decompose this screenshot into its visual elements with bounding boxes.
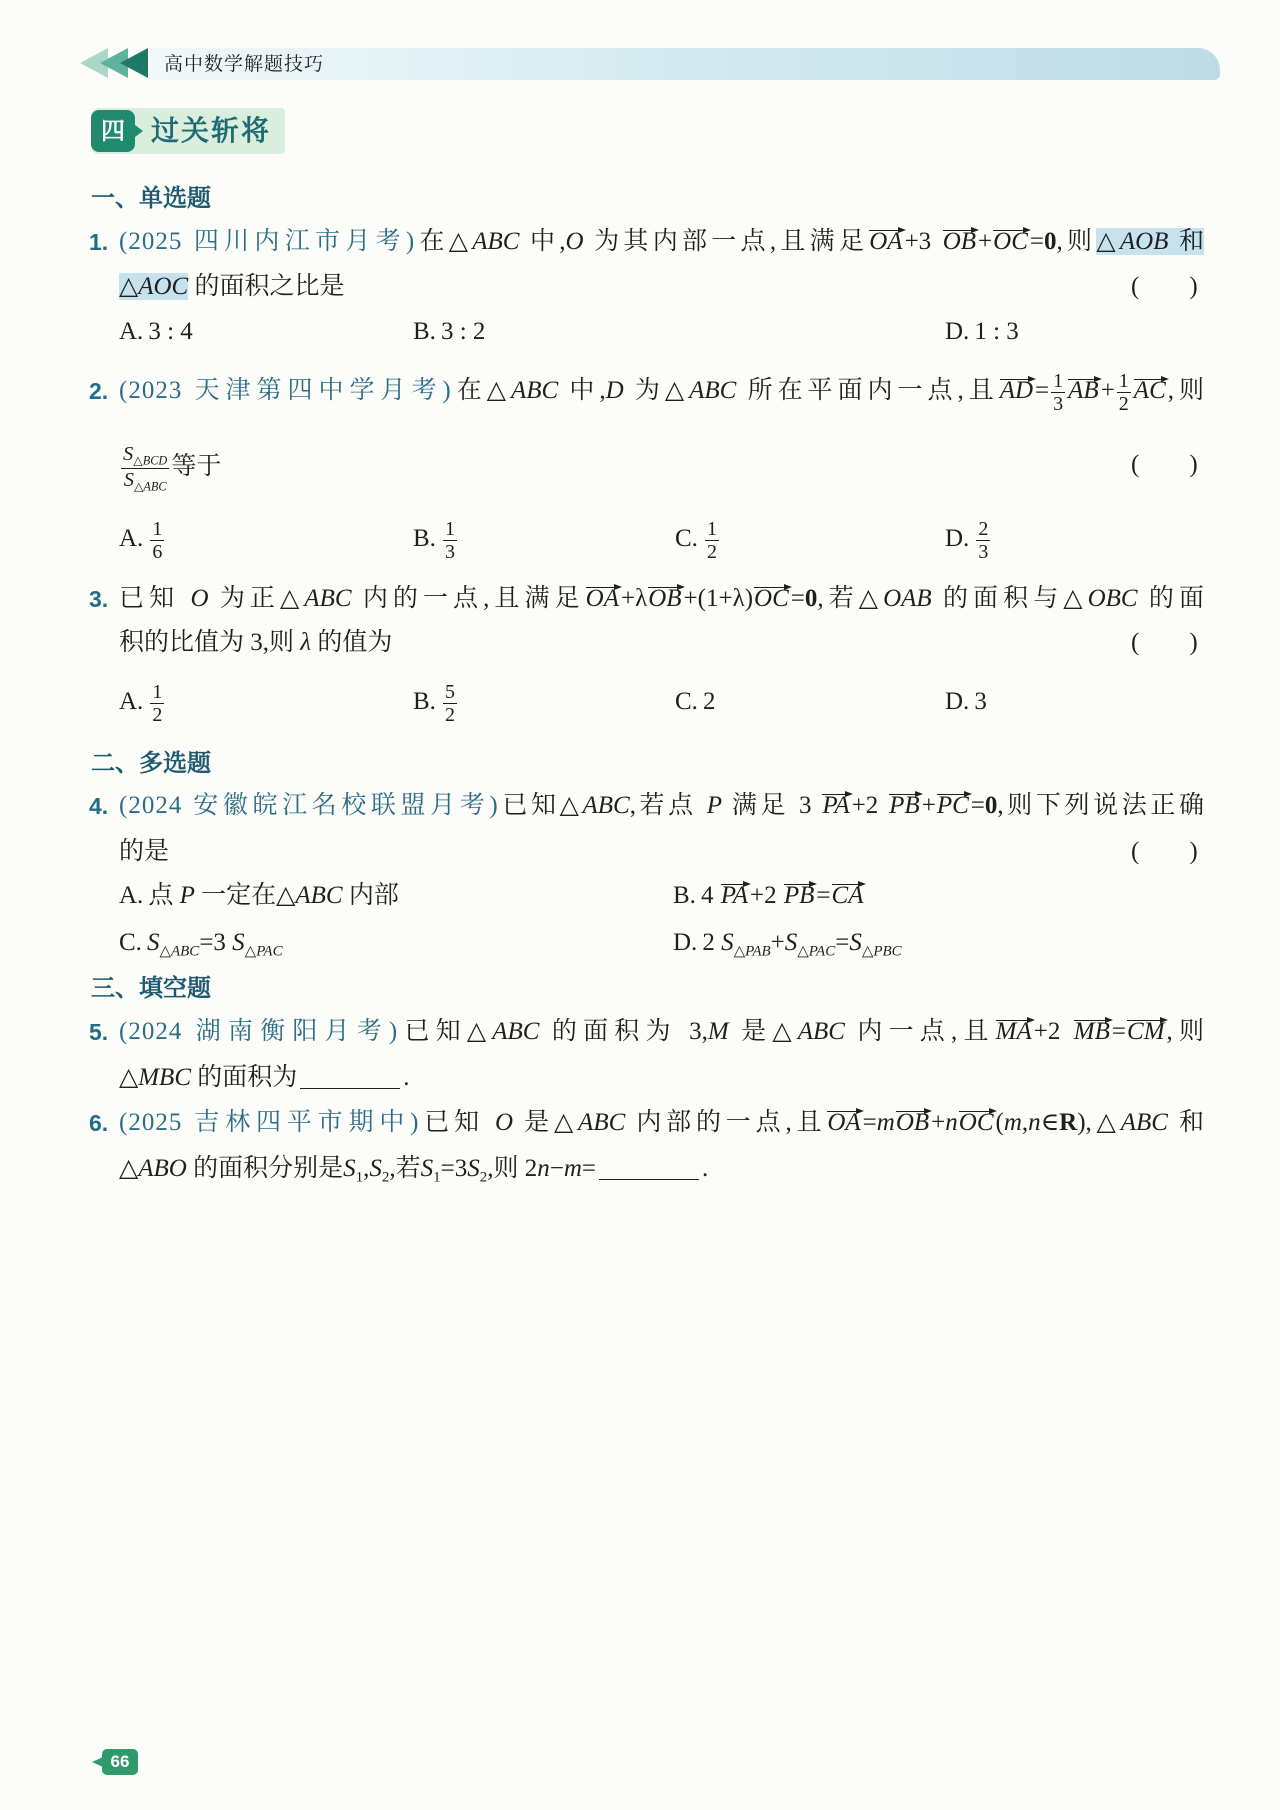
book-title: 高中数学解题技巧 [164, 53, 325, 75]
text-run: △ [119, 1064, 139, 1091]
fraction-denominator: 2 [1118, 392, 1129, 415]
fraction-numerator: 1 [706, 517, 717, 540]
fraction-numerator [121, 443, 169, 469]
area-symbol [467, 1155, 488, 1186]
fraction [150, 518, 164, 563]
fraction [150, 681, 164, 726]
text-run: △ [119, 1155, 139, 1182]
math-variable: P [179, 882, 195, 909]
text-run: 是△ [513, 1109, 579, 1136]
vector: PA [720, 882, 749, 909]
area-symbol [420, 1155, 441, 1186]
option-d [673, 921, 902, 965]
question-5-line-2 [119, 1056, 410, 1100]
text-run: +2 [851, 792, 889, 819]
fraction-numerator: 1 [1053, 369, 1064, 392]
option-c [675, 680, 715, 724]
fraction [443, 518, 457, 563]
vector: OC [754, 585, 789, 612]
text-run: 为正△ [208, 585, 305, 612]
vector: PB [889, 792, 920, 819]
text-run: 等于 [171, 453, 222, 481]
group-heading-single-choice: 一、单选题 [91, 184, 211, 212]
math-variable: O [565, 228, 584, 255]
text-run: 的值为 [311, 629, 393, 656]
fraction-denominator: 6 [152, 540, 163, 563]
text-run: 已知△ [398, 1018, 493, 1045]
text-run: ,若点 [629, 792, 707, 819]
math-variable: ABC [689, 377, 737, 404]
text-run: + [921, 792, 936, 819]
text-run: =3 [440, 1155, 468, 1182]
page-number: 66 [102, 1749, 138, 1775]
vector: PB [783, 882, 815, 909]
symbol-base: S [123, 443, 134, 465]
math-variable: MBC [138, 1064, 192, 1091]
math-variable: m [1003, 1109, 1022, 1136]
math-variable: O [190, 585, 209, 612]
text-run: ,则 2 [487, 1155, 538, 1182]
vector: MA [995, 1018, 1032, 1045]
math-variable: ABC [582, 792, 630, 819]
option-label: B. [413, 525, 436, 552]
text-run: 和 [1167, 1109, 1204, 1136]
symbol-subscript: △ABC [133, 479, 167, 494]
question-4-line-2 [119, 830, 169, 874]
header-chevrons-icon [80, 46, 152, 80]
math-variable: ABC [510, 377, 559, 404]
fraction-denominator: 2 [444, 703, 455, 726]
text-run: 3 : 4 [148, 318, 193, 345]
question-source: (2023 天津第四中学月考) [119, 377, 452, 404]
vector: AC [1133, 377, 1166, 404]
group-heading-multiple-choice: 二、多选题 [91, 749, 211, 777]
answer-blank [599, 1178, 699, 1180]
text-run: =3 [199, 929, 233, 956]
vector: CA [831, 882, 864, 909]
bold-symbol: 0 [1043, 228, 1057, 255]
fraction-numerator: 1 [444, 517, 455, 540]
vector: AB [1068, 377, 1099, 404]
option-label: B. [413, 318, 436, 345]
math-variable: O [495, 1109, 514, 1136]
text-run: 内部 [342, 882, 399, 909]
text-run: 为△ [623, 377, 690, 404]
area-symbol [146, 929, 200, 960]
math-variable: λ [300, 629, 312, 656]
text-run: 的面 [1137, 585, 1204, 612]
question-5-line-1 [119, 1010, 1204, 1054]
math-variable: OBC [1087, 585, 1138, 612]
option-label: C. [675, 525, 698, 552]
text-run: + [978, 228, 993, 255]
option-label: B. [413, 688, 436, 715]
answer-blank [300, 1087, 400, 1089]
question-number: 3. [89, 586, 109, 612]
symbol-base: S [123, 468, 134, 491]
text-run: 中, [558, 377, 606, 404]
symbol-subscript: 2 [381, 1169, 390, 1186]
symbol-subscript: △PBC [861, 943, 902, 960]
option-a [119, 517, 166, 561]
bold-symbol: R [1059, 1109, 1078, 1136]
text-run: , [363, 1155, 370, 1182]
option-c [675, 517, 721, 561]
vector: OB [942, 228, 977, 255]
vector: AD [999, 377, 1034, 404]
option-label: B. [673, 882, 696, 909]
text-run: 2 [702, 929, 722, 956]
math-variable: AOC [138, 273, 189, 300]
text-run: 中, [519, 228, 566, 255]
text-run: = [1111, 1018, 1127, 1045]
math-variable: n [945, 1109, 958, 1136]
text-run: 的是 [119, 838, 170, 865]
math-variable: AOB [1119, 228, 1169, 255]
text-run: 1 : 3 [974, 318, 1019, 345]
text-run: 2 [702, 688, 716, 715]
fraction-numerator: 2 [978, 517, 989, 540]
text-run: 所在平面内一点,且 [736, 377, 999, 404]
fraction [1051, 370, 1065, 415]
question-number: 6. [89, 1110, 109, 1136]
text-run: ( [995, 1109, 1004, 1136]
area-symbol [721, 929, 771, 960]
fraction [443, 681, 457, 726]
question-2-line-2 [119, 443, 222, 494]
question-6-line-2 [119, 1147, 708, 1191]
math-variable: ABC [578, 1109, 626, 1136]
question-number: 5. [89, 1019, 109, 1045]
fraction-numerator: 1 [1118, 369, 1129, 392]
text-run: ∈ [1040, 1109, 1060, 1136]
vector: OA [585, 585, 619, 612]
vector: OB [895, 1109, 930, 1136]
fraction-denominator [122, 469, 169, 494]
math-variable: ABC [1120, 1109, 1168, 1136]
text-run: = [581, 1155, 597, 1182]
text-run: 3 : 2 [440, 318, 486, 345]
question-source: (2024 湖南衡阳月考) [119, 1018, 399, 1045]
text-run: +3 [904, 228, 942, 255]
text-run: 点 [148, 882, 180, 909]
math-variable: n [537, 1155, 550, 1182]
text-run: = [1029, 228, 1044, 255]
text-run: 内一点,且 [844, 1018, 995, 1045]
math-variable: m [876, 1109, 895, 1136]
text-run: 已知 [419, 1109, 496, 1136]
group-heading-fill-in-blank: 三、填空题 [91, 974, 211, 1002]
symbol-subscript: △PAC [797, 943, 836, 960]
text-run: 为其内部一点,且满足 [583, 228, 869, 255]
text-run: ,则 [1167, 377, 1204, 404]
symbol-base: S [420, 1155, 434, 1182]
math-variable: ABC [472, 228, 520, 255]
text-run: + [931, 1109, 946, 1136]
text-run: 和 [1168, 228, 1204, 255]
question-source: (2025 吉林四平市期中) [119, 1109, 420, 1136]
answer-parentheses: ( ) [1131, 629, 1198, 656]
section-banner [91, 108, 285, 154]
fraction [976, 518, 990, 563]
fraction-numerator: 1 [152, 680, 163, 703]
text-run: + [770, 929, 785, 956]
area-symbol [123, 468, 167, 494]
text-run: 在△ [451, 377, 511, 404]
vector: OC [958, 1109, 994, 1136]
symbol-subscript: △PAB [733, 943, 771, 960]
text-run: 满足 3 [721, 792, 822, 819]
option-label: C. [119, 929, 142, 956]
question-number: 1. [89, 229, 109, 255]
text-run: 内的一点,且满足 [351, 585, 585, 612]
fraction [705, 518, 719, 563]
symbol-base: S [146, 929, 160, 956]
symbol-base: S [232, 929, 245, 956]
symbol-subscript: 1 [433, 1169, 441, 1186]
fraction-denominator: 2 [706, 540, 717, 563]
text-run: = [816, 882, 831, 909]
math-variable: n [1028, 1109, 1041, 1136]
text-run: ,若 [389, 1155, 421, 1182]
symbol-subscript: 1 [355, 1169, 364, 1186]
vector: OB [648, 585, 682, 612]
bold-symbol: 0 [984, 792, 998, 819]
option-c [119, 921, 283, 965]
fraction-numerator: 5 [444, 680, 455, 703]
option-b [673, 874, 865, 918]
option-label: D. [945, 318, 970, 345]
text-run: 是△ [728, 1018, 798, 1045]
answer-parentheses: ( ) [1131, 273, 1198, 300]
math-variable: OAB [883, 585, 932, 612]
text-run: ,则下列说法正确 [997, 792, 1204, 819]
question-2-line-1 [119, 369, 1204, 413]
text-run: 的面积为 3, [539, 1018, 708, 1045]
text-run: = [1035, 377, 1050, 404]
text-run: ,若△ [817, 585, 884, 612]
fraction [1117, 370, 1131, 415]
text-run: 一定在△ [194, 882, 296, 909]
symbol-base: S [849, 929, 862, 956]
area-symbol [369, 1155, 390, 1186]
vector: PC [936, 792, 969, 819]
section-number-badge: 四 [91, 110, 135, 152]
area-symbol [784, 929, 836, 960]
text-run: +2 [1033, 1018, 1073, 1045]
text-run: 的面积分别是 [186, 1155, 344, 1182]
question-3-line-1 [119, 577, 1204, 621]
text-run: 内部的一点,且 [625, 1109, 827, 1136]
text-run: 4 [700, 882, 720, 909]
text-run: 在△ [415, 228, 473, 255]
area-symbol [232, 929, 283, 960]
area-ratio-fraction [121, 443, 169, 494]
math-variable: ABC [797, 1018, 845, 1045]
fraction-denominator: 3 [1053, 392, 1064, 415]
question-1-line-1 [119, 220, 1204, 264]
math-variable: M [707, 1018, 729, 1045]
text-run: +2 [750, 882, 783, 909]
math-variable: D [605, 377, 624, 404]
section-title: 过关斩将 [151, 114, 272, 147]
option-a [119, 874, 399, 918]
option-d [945, 310, 1019, 354]
text-run: +(1+λ) [683, 585, 754, 612]
question-source: (2024 安徽皖江名校联盟月考) [119, 792, 499, 819]
text-run: − [549, 1155, 564, 1182]
text-run: = [970, 792, 985, 819]
text-run: ,则 [1056, 228, 1097, 255]
vector: MB [1073, 1018, 1110, 1045]
text-run: . [403, 1064, 410, 1091]
symbol-base: S [721, 929, 734, 956]
text-run: = [835, 929, 850, 956]
fraction-denominator: 3 [978, 540, 989, 563]
text-run: △ [1096, 228, 1120, 255]
symbol-subscript: △PAC [244, 943, 283, 960]
symbol-base: S [784, 929, 798, 956]
option-b [413, 310, 485, 354]
math-variable: ABC [295, 882, 343, 909]
option-label: D. [673, 929, 698, 956]
option-d [945, 517, 992, 561]
text-run: 已知△ [498, 792, 583, 819]
fraction-denominator: 3 [444, 540, 455, 563]
question-number: 2. [89, 378, 109, 404]
text-run: 3 [974, 688, 987, 715]
text-run: ),△ [1077, 1109, 1121, 1136]
text-run: +λ [620, 585, 648, 612]
answer-parentheses: ( ) [1131, 838, 1198, 865]
question-number: 4. [89, 793, 109, 819]
vector: CM [1127, 1018, 1165, 1045]
vector: OA [827, 1109, 861, 1136]
text-run: , [1021, 1109, 1029, 1136]
vector: PA [822, 792, 850, 819]
bold-symbol: 0 [804, 585, 818, 612]
option-d [945, 680, 987, 724]
text-run: = [790, 585, 805, 612]
option-a [119, 680, 166, 724]
text-run: 积的比值为 3,则 [119, 629, 301, 656]
math-variable: ABC [492, 1018, 540, 1045]
text-run: = [862, 1109, 877, 1136]
symbol-subscript: △ABC [159, 943, 200, 960]
symbol-base: S [467, 1155, 480, 1182]
section-pointer-icon [135, 125, 143, 137]
question-3-line-2 [119, 621, 392, 665]
option-b [413, 680, 459, 724]
symbol-subscript: △BCD [133, 453, 168, 468]
option-label: D. [945, 525, 970, 552]
option-label: A. [119, 318, 144, 345]
option-label: D. [945, 688, 970, 715]
question-1-line-2 [119, 265, 345, 309]
symbol-base: S [369, 1155, 382, 1182]
question-4-line-1 [119, 784, 1204, 828]
option-a [119, 310, 193, 354]
area-symbol [849, 929, 902, 960]
math-variable: ABC [304, 585, 352, 612]
vector: OA [869, 228, 903, 255]
text-run: . [702, 1155, 709, 1182]
option-label: A. [119, 688, 144, 715]
fraction-denominator: 2 [152, 703, 163, 726]
text-run: ,则 [1166, 1018, 1204, 1045]
text-run: 的面积为 [191, 1064, 298, 1091]
question-6-line-1 [119, 1101, 1204, 1145]
text-run: 已知 [119, 585, 191, 612]
area-symbol [343, 1155, 364, 1186]
answer-parentheses: ( ) [1131, 451, 1198, 478]
math-variable: P [706, 792, 722, 819]
option-b [413, 517, 459, 561]
option-label: A. [119, 882, 144, 909]
option-label: C. [675, 688, 698, 715]
area-symbol [123, 443, 168, 468]
question-source: (2025 四川内江市月考) [119, 228, 416, 255]
symbol-base: S [343, 1155, 356, 1182]
symbol-subscript: 2 [479, 1169, 488, 1186]
text-run: + [1100, 377, 1115, 404]
fraction-numerator: 1 [152, 517, 163, 540]
math-variable: ABO [138, 1155, 187, 1182]
math-variable: m [563, 1155, 582, 1182]
text-run: 的面积之比是 [188, 273, 345, 300]
text-run: 的面积与△ [931, 585, 1088, 612]
text-run: △ [119, 273, 139, 300]
vector: OC [993, 228, 1028, 255]
option-label: A. [119, 525, 144, 552]
